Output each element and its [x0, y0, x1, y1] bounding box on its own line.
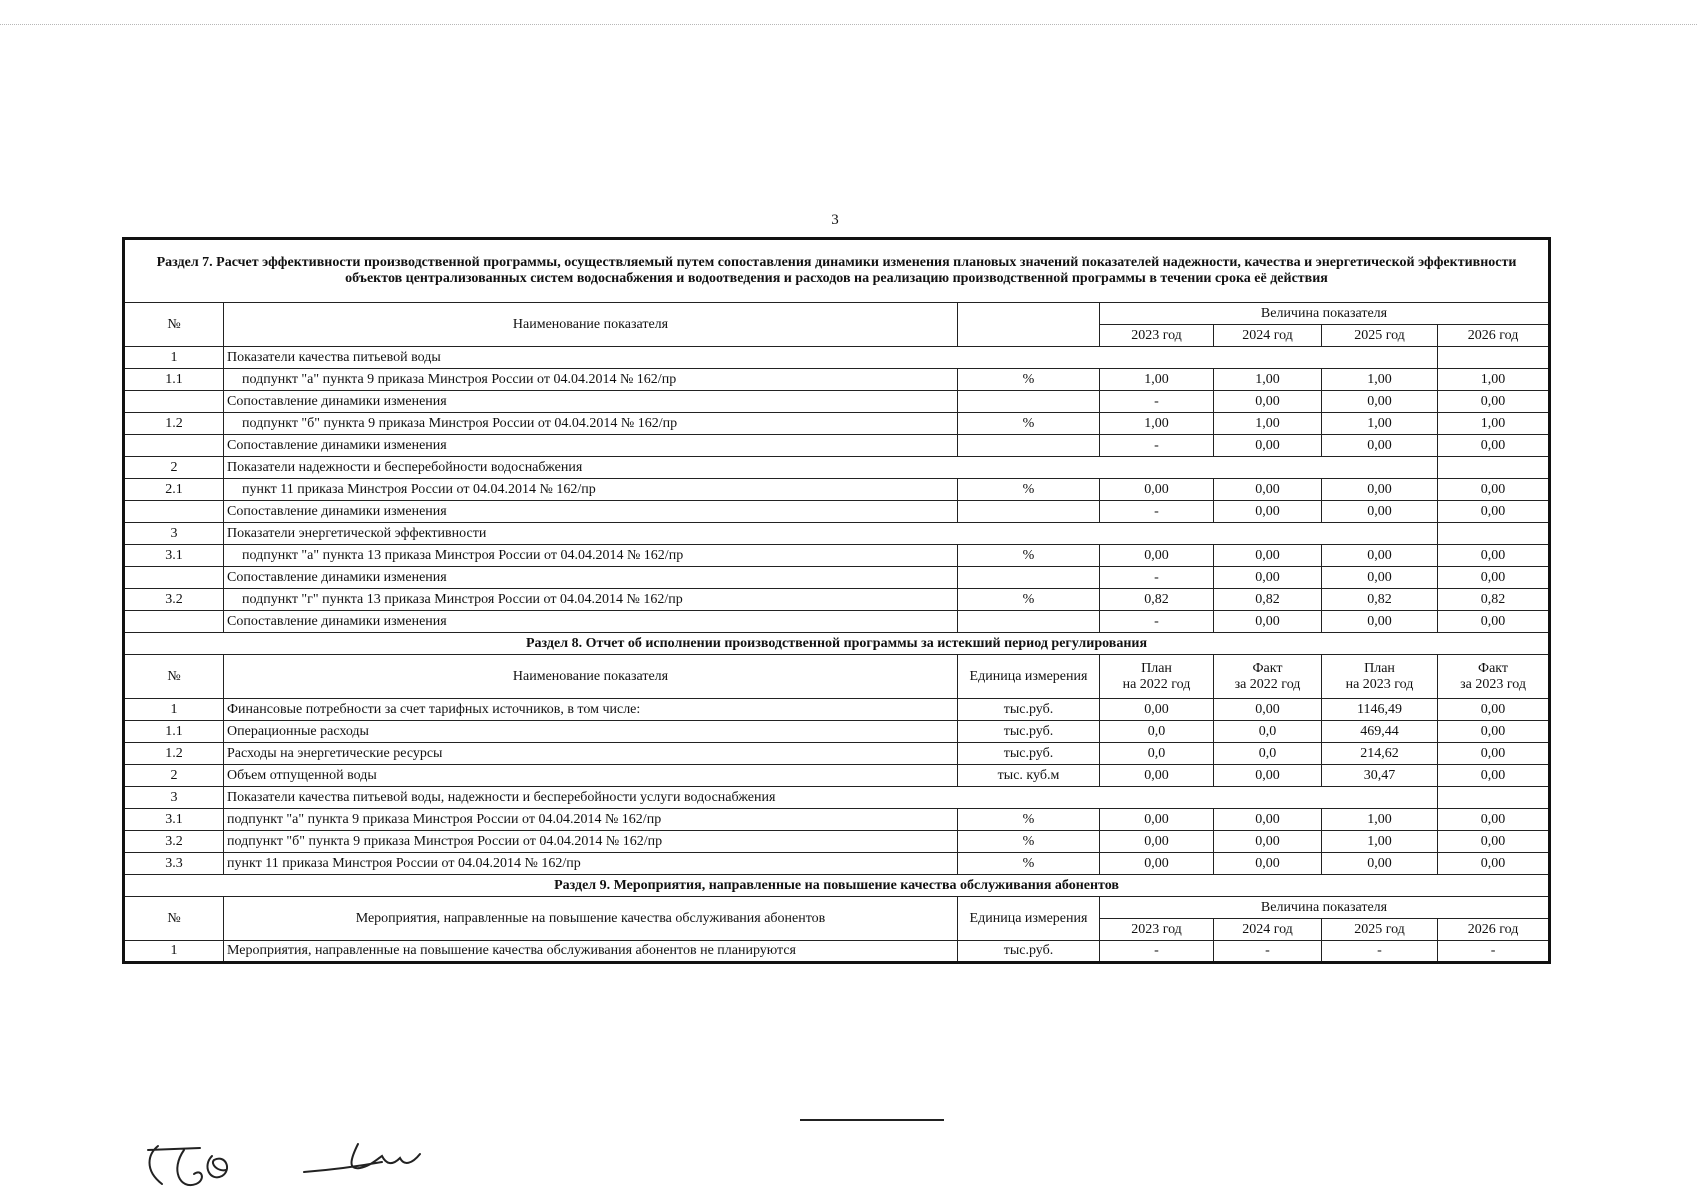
report-table — [122, 237, 1551, 964]
value-cell: 0,00 — [1100, 699, 1214, 721]
indicator-name: Сопоставление динамики изменения — [224, 391, 958, 413]
value-cell: 0,00 — [1100, 853, 1214, 875]
table-row — [124, 699, 1550, 721]
indicator-name: Сопоставление динамики изменения — [224, 567, 958, 589]
plan-fact-header — [1322, 655, 1438, 699]
unit-cell: тыс. куб.м — [958, 765, 1100, 787]
value-cell: 0,00 — [1322, 479, 1438, 501]
indicator-name: подпункт "а" пункта 13 приказа Минстроя России от 04.04.2014 № 162/пр — [224, 545, 958, 567]
plan-fact-line2: за 2022 год — [1234, 676, 1301, 692]
year-header: 2024 год — [1214, 325, 1322, 347]
value-cell: 0,00 — [1322, 567, 1438, 589]
value-cell: - — [1322, 941, 1438, 963]
empty-cell — [1438, 787, 1550, 809]
row-number: 3 — [124, 523, 224, 545]
value-cell: 0,0 — [1214, 743, 1322, 765]
comparison-row — [124, 611, 1550, 633]
value-cell: 0,00 — [1214, 391, 1322, 413]
group-row — [124, 787, 1550, 809]
indicator-name: Объем отпущенной воды — [224, 765, 958, 787]
group-row — [124, 347, 1550, 369]
value-cell: 0,00 — [1214, 765, 1322, 787]
value-cell: 0,00 — [1322, 501, 1438, 523]
row-number: 3.3 — [124, 853, 224, 875]
row-number — [124, 501, 224, 523]
col-name-header: Наименование показателя — [224, 655, 958, 699]
value-cell: 1,00 — [1322, 809, 1438, 831]
unit-cell: % — [958, 479, 1100, 501]
unit-cell: % — [958, 589, 1100, 611]
indicator-name: пункт 11 приказа Минстроя России от 04.04.2014 № 162/пр — [224, 479, 958, 501]
value-cell: 0,0 — [1100, 743, 1214, 765]
value-cell: 1,00 — [1214, 413, 1322, 435]
value-cell: 0,00 — [1438, 391, 1550, 413]
value-cell: - — [1100, 611, 1214, 633]
comparison-row — [124, 567, 1550, 589]
indicator-name: Финансовые потребности за счет тарифных источников, в том числе: — [224, 699, 958, 721]
row-number: 2.1 — [124, 479, 224, 501]
section-8-title: Раздел 8. Отчет об исполнении производственной программы за истекший период регулирования — [124, 633, 1550, 655]
value-cell: - — [1100, 941, 1214, 963]
row-number: 1 — [124, 347, 224, 369]
section-9 — [124, 875, 1550, 941]
plan-fact-header — [1438, 655, 1550, 699]
value-cell: 1,00 — [1100, 369, 1214, 391]
unit-cell: тыс.руб. — [958, 743, 1100, 765]
footer-rule — [800, 1119, 944, 1121]
unit-cell — [958, 567, 1100, 589]
value-cell: 0,00 — [1438, 743, 1550, 765]
value-cell: 0,00 — [1214, 831, 1322, 853]
value-cell: 0,00 — [1438, 765, 1550, 787]
table-row — [124, 545, 1550, 567]
value-cell: 1146,49 — [1322, 699, 1438, 721]
row-number: 3.2 — [124, 589, 224, 611]
col-num-header: № — [124, 303, 224, 347]
value-cell: 0,00 — [1214, 611, 1322, 633]
plan-fact-line1: Факт — [1478, 660, 1509, 676]
indicator-name: подпункт "б" пункта 9 приказа Минстроя России от 04.04.2014 № 162/пр — [224, 831, 958, 853]
year-header: 2026 год — [1438, 325, 1550, 347]
value-cell: 0,00 — [1438, 435, 1550, 457]
value-cell: 0,00 — [1100, 479, 1214, 501]
value-cell: 0,00 — [1214, 545, 1322, 567]
unit-cell: % — [958, 853, 1100, 875]
group-title: Показатели качества питьевой воды, надежности и бесперебойности услуги водоснабжения — [224, 787, 1438, 809]
group-row — [124, 457, 1550, 479]
group-title: Показатели качества питьевой воды — [224, 347, 1438, 369]
row-number: 2 — [124, 457, 224, 479]
value-cell: 214,62 — [1322, 743, 1438, 765]
value-cell: - — [1100, 501, 1214, 523]
row-number: 1.1 — [124, 369, 224, 391]
value-cell: 0,00 — [1438, 501, 1550, 523]
value-cell: 0,00 — [1100, 831, 1214, 853]
value-cell: 0,00 — [1100, 765, 1214, 787]
value-cell: - — [1100, 567, 1214, 589]
report-sheet — [122, 237, 1548, 964]
plan-fact-line2: за 2023 год — [1460, 676, 1526, 692]
col-num-header: № — [124, 897, 224, 941]
unit-cell: % — [958, 831, 1100, 853]
value-cell: 0,00 — [1214, 435, 1322, 457]
value-group-header: Величина показателя — [1100, 897, 1550, 919]
indicator-name: Сопоставление динамики изменения — [224, 435, 958, 457]
section-8-rows — [124, 699, 1550, 875]
value-cell: 0,00 — [1214, 479, 1322, 501]
group-title: Показатели энергетической эффективности — [224, 523, 1438, 545]
row-number: 2 — [124, 765, 224, 787]
col-unit-header: Единица измерения — [958, 655, 1100, 699]
unit-cell: тыс.руб. — [958, 699, 1100, 721]
unit-cell — [958, 611, 1100, 633]
row-number: 1.1 — [124, 721, 224, 743]
unit-cell — [958, 501, 1100, 523]
table-row — [124, 765, 1550, 787]
row-number: 1 — [124, 699, 224, 721]
row-number: 3.1 — [124, 809, 224, 831]
row-number — [124, 611, 224, 633]
year-header: 2026 год — [1438, 919, 1550, 941]
table-row — [124, 721, 1550, 743]
empty-cell — [1438, 457, 1550, 479]
plan-fact-line2: на 2022 год — [1122, 676, 1191, 692]
col-unit-header — [958, 303, 1100, 347]
plan-fact-line2: на 2023 год — [1345, 676, 1414, 692]
unit-cell: тыс.руб. — [958, 941, 1100, 963]
section-9-rows — [124, 941, 1550, 963]
value-cell: - — [1100, 391, 1214, 413]
value-cell: - — [1100, 435, 1214, 457]
value-cell: 0,0 — [1214, 721, 1322, 743]
table-row — [124, 941, 1550, 963]
indicator-name: Мероприятия, направленные на повышение качества обслуживания абонентов не планируются — [224, 941, 958, 963]
value-cell: 0,00 — [1214, 809, 1322, 831]
plan-fact-line1: План — [1364, 660, 1395, 676]
plan-fact-header — [1100, 655, 1214, 699]
value-cell: 30,47 — [1322, 765, 1438, 787]
section-8 — [124, 633, 1550, 699]
indicator-name: Сопоставление динамики изменения — [224, 611, 958, 633]
year-header: 2025 год — [1322, 919, 1438, 941]
indicator-name: пункт 11 приказа Минстроя России от 04.04.2014 № 162/пр — [224, 853, 958, 875]
row-number: 3.2 — [124, 831, 224, 853]
value-cell: 0,00 — [1438, 853, 1550, 875]
section-7-title: Раздел 7. Расчет эффективности производственной программы, осуществляемый путем сопоставления динамики изменения плановых значений показателей надежности, качества и энергетической эффективности объектов централизованных систем водоснабжения и водоотведения и расходов на реализацию производственной программы в течении срока её действия — [124, 239, 1550, 303]
plan-fact-line1: План — [1141, 660, 1172, 676]
value-cell: 1,00 — [1214, 369, 1322, 391]
value-cell: 0,0 — [1100, 721, 1214, 743]
comparison-row — [124, 391, 1550, 413]
value-cell: - — [1438, 941, 1550, 963]
unit-cell — [958, 391, 1100, 413]
year-header: 2023 год — [1100, 919, 1214, 941]
value-cell: 0,00 — [1100, 809, 1214, 831]
value-cell: 0,00 — [1438, 699, 1550, 721]
unit-cell: % — [958, 809, 1100, 831]
value-cell: 0,00 — [1214, 853, 1322, 875]
row-number — [124, 435, 224, 457]
value-cell: 0,00 — [1438, 567, 1550, 589]
indicator-name: Сопоставление динамики изменения — [224, 501, 958, 523]
value-group-header: Величина показателя — [1100, 303, 1550, 325]
value-cell: 1,00 — [1322, 413, 1438, 435]
value-cell: 0,00 — [1322, 391, 1438, 413]
table-row — [124, 589, 1550, 611]
value-cell: 0,00 — [1322, 611, 1438, 633]
col-unit-header: Единица измерения — [958, 897, 1100, 941]
value-cell: 0,00 — [1438, 831, 1550, 853]
year-header: 2025 год — [1322, 325, 1438, 347]
value-cell: 0,00 — [1438, 545, 1550, 567]
value-cell: - — [1214, 941, 1322, 963]
value-cell: 0,00 — [1322, 435, 1438, 457]
table-row — [124, 853, 1550, 875]
value-cell: 0,00 — [1322, 853, 1438, 875]
value-cell: 0,00 — [1438, 611, 1550, 633]
group-row — [124, 523, 1550, 545]
col-name-header: Наименование показателя — [224, 303, 958, 347]
plan-fact-header — [1214, 655, 1322, 699]
empty-cell — [1438, 523, 1550, 545]
indicator-name: подпункт "г" пункта 13 приказа Минстроя России от 04.04.2014 № 162/пр — [224, 589, 958, 611]
value-cell: 0,82 — [1100, 589, 1214, 611]
value-cell: 1,00 — [1100, 413, 1214, 435]
value-cell: 1,00 — [1322, 369, 1438, 391]
value-cell: 0,00 — [1322, 545, 1438, 567]
section-7 — [124, 239, 1550, 347]
value-cell: 0,00 — [1100, 545, 1214, 567]
row-number: 1.2 — [124, 413, 224, 435]
unit-cell: % — [958, 369, 1100, 391]
col-num-header: № — [124, 655, 224, 699]
plan-fact-line1: Факт — [1252, 660, 1283, 676]
table-row — [124, 479, 1550, 501]
unit-cell: тыс.руб. — [958, 721, 1100, 743]
row-number: 1.2 — [124, 743, 224, 765]
value-cell: 1,00 — [1438, 413, 1550, 435]
value-cell: 0,00 — [1438, 721, 1550, 743]
indicator-name: подпункт "б" пункта 9 приказа Минстроя России от 04.04.2014 № 162/пр — [224, 413, 958, 435]
table-row — [124, 831, 1550, 853]
col-name-header: Мероприятия, направленные на повышение качества обслуживания абонентов — [224, 897, 958, 941]
signature-image — [300, 1140, 430, 1180]
value-cell: 0,00 — [1214, 699, 1322, 721]
value-cell: 1,00 — [1322, 831, 1438, 853]
unit-cell: % — [958, 545, 1100, 567]
table-row — [124, 413, 1550, 435]
row-number: 3 — [124, 787, 224, 809]
year-header: 2023 год — [1100, 325, 1214, 347]
indicator-name: подпункт "а" пункта 9 приказа Минстроя России от 04.04.2014 № 162/пр — [224, 369, 958, 391]
table-row — [124, 743, 1550, 765]
page-number: 3 — [831, 212, 839, 228]
indicator-name: подпункт "а" пункта 9 приказа Минстроя России от 04.04.2014 № 162/пр — [224, 809, 958, 831]
value-cell: 0,82 — [1214, 589, 1322, 611]
empty-cell — [1438, 347, 1550, 369]
section-9-title: Раздел 9. Мероприятия, направленные на повышение качества обслуживания абонентов — [124, 875, 1550, 897]
value-cell: 0,00 — [1438, 479, 1550, 501]
indicator-name: Расходы на энергетические ресурсы — [224, 743, 958, 765]
unit-cell: % — [958, 413, 1100, 435]
value-cell: 469,44 — [1322, 721, 1438, 743]
value-cell: 0,00 — [1214, 567, 1322, 589]
value-cell: 0,82 — [1322, 589, 1438, 611]
row-number — [124, 567, 224, 589]
table-row — [124, 809, 1550, 831]
row-number: 1 — [124, 941, 224, 963]
table-row — [124, 369, 1550, 391]
value-cell: 1,00 — [1438, 369, 1550, 391]
unit-cell — [958, 435, 1100, 457]
value-cell: 0,00 — [1214, 501, 1322, 523]
comparison-row — [124, 501, 1550, 523]
signature-image — [140, 1140, 280, 1196]
group-title: Показатели надежности и бесперебойности водоснабжения — [224, 457, 1438, 479]
indicator-name: Операционные расходы — [224, 721, 958, 743]
year-header: 2024 год — [1214, 919, 1322, 941]
value-cell: 0,82 — [1438, 589, 1550, 611]
row-number — [124, 391, 224, 413]
row-number: 3.1 — [124, 545, 224, 567]
section-7-rows — [124, 347, 1550, 633]
value-cell: 0,00 — [1438, 809, 1550, 831]
scan-edge-line — [0, 24, 1697, 25]
comparison-row — [124, 435, 1550, 457]
